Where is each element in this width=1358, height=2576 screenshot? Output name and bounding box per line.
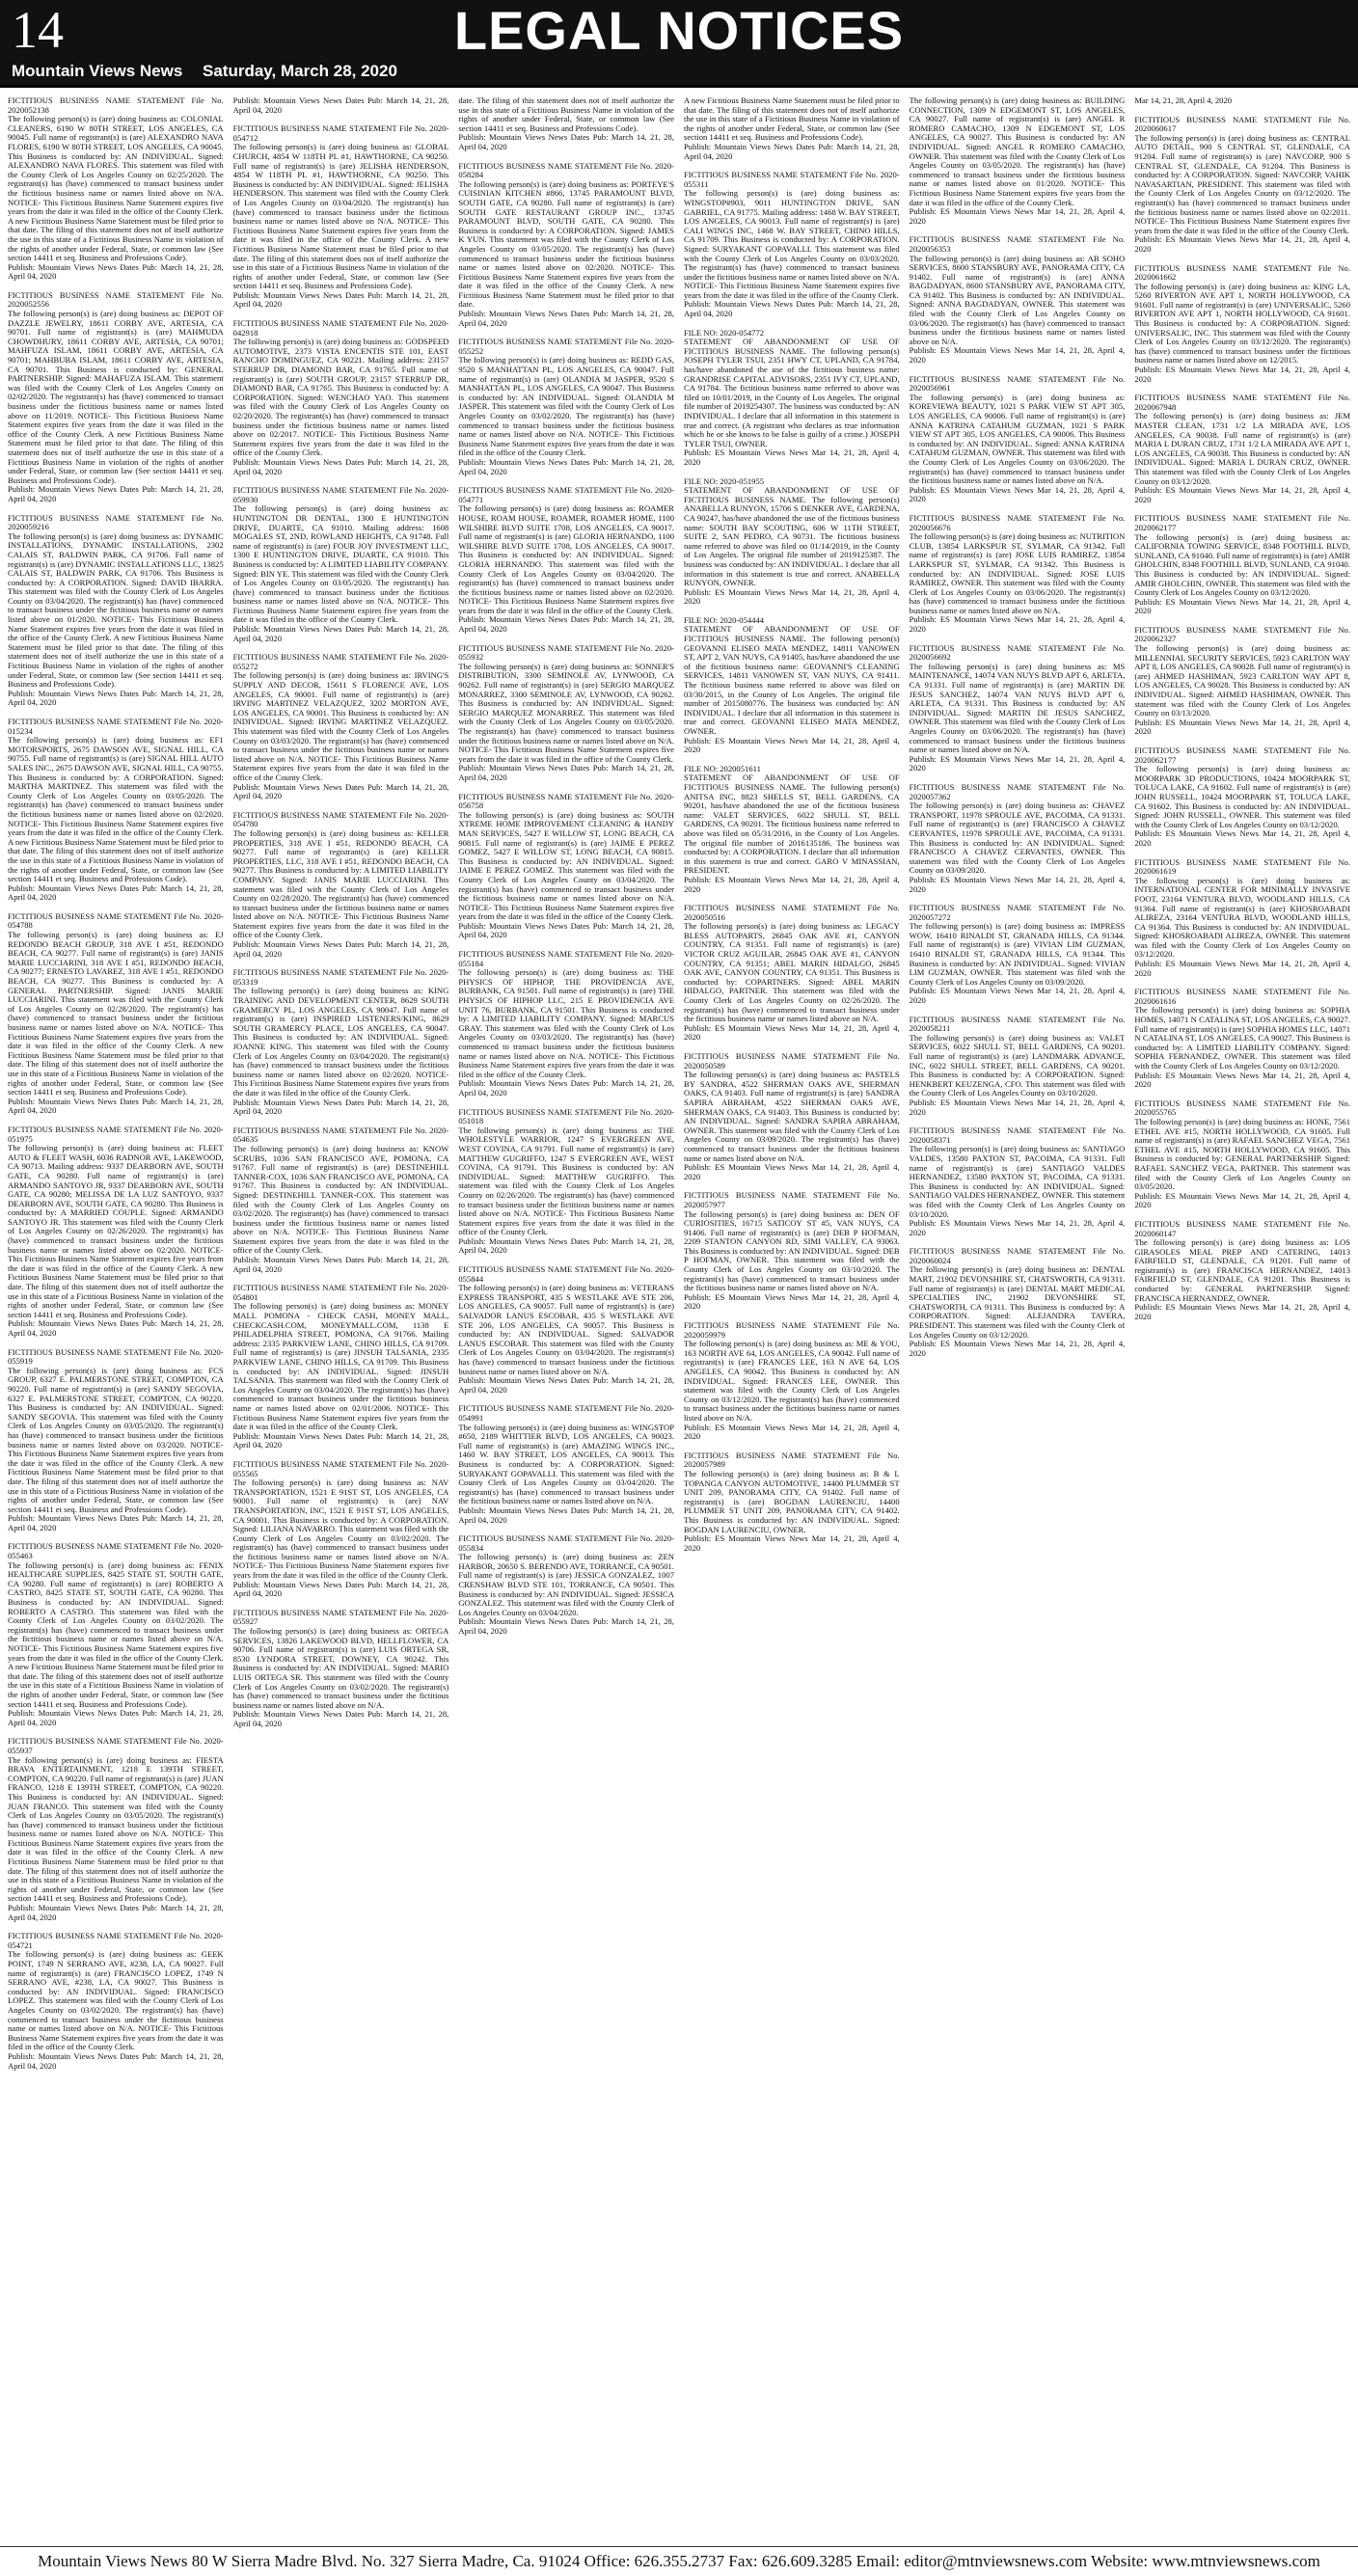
notice-head: FICTITIOUS BUSINESS NAME STATEMENT File No. 2020-056758 (458, 791, 674, 811)
notice-body: The following person(s) is (are) doing business as: ZEN HARBOR, 20650 S. BERENDO AVE, TORRANCE, CA 90501. Full name of registrant(s) is (are) JESSICA GONZALEZ, 1007 CRENSHAW BLVD STE 101, TORRANCE, CA 90501. This Business is conducted by: AN INDIVIDUAL. Signed: JESSICA GONZALEZ. This statement was filed with the County Clerk of Los Angeles County on 03/04/2020. (458, 1552, 674, 1617)
notice-body: The following person(s) is (are) doing business as: MOORPARK 3D PRODUCTIONS, 10424 MOORPARK ST, TOLUCA LAKE, CA 91602. Full name of registrant(s) is (are) JOHN RUSSELL, 10424 MOORPARK ST, TOLUCA LAKE, CA 91602. This Business is conducted by: AN INDIVIDUAL. Signed: JOHN RUSSELL, OWNER. This statement was filed with the County Clerk of Los Angeles County on 03/12/2020. (1134, 764, 1350, 829)
legal-notice (910, 1247, 1126, 1358)
notice-head: FILE NO: 2020051611 (684, 763, 761, 773)
notice-pub: Publish: Mountain Views News Dates Pub: March 14, 21, 28, April 04, 2020 (458, 1375, 674, 1395)
notice-pub: Publish: ES Mountain Views News Mar 14, 21, 28, April 4, 2020 (909, 1218, 1126, 1237)
notice-pub: Publish: Mountain Views News Dates Pub: March 14, 21, 28, April 04, 2020 (232, 1097, 449, 1117)
notice-body: STATEMENT OF ABANDONMENT OF USE OF FICTITIOUS BUSINESS NAME. The following person(s) JOSEPH TYLER TSUI, 2351 HWY CT, UPLAND, CA 91784, has/have abandoned the use of the fictitious business name: GRANDRISE CAPITAL ADVISORS, 2351 IVY CT, UPLAND, CA 91784. The fictitious business name referred to above was filed on 10/01/2019, in the County of Los Angeles. The original file number of 2019254307. The business was conducted by: AN INDIVIDUAL. I declare that all information in this statement is true and correct. (A registrant who declares as true information which he or she knows to be false is guilty of a crime.) JOSEPH TYLER TSUI, OWNER. (684, 337, 900, 448)
legal-notice (233, 1609, 449, 1729)
notice-pub: Publish: Mountain Views News Dates Pub: March 14, 21, 28, April 04, 2020 (232, 1709, 449, 1728)
notice-body: The following person(s) is (are) doing business as: INTERNATIONAL CENTER FOR MINIMALLY INVASIVE FOOT, 23164 VENTURA BLVD, WOODLAND HILLS, CA 91364. Full name of registrant(s) is (are) KHOSROABADI ALIREZA, 23164 VENTURA BLVD, WOODLAND HILLS, CA 91364. This Business is conducted by: AN INDIVIDUAL. Signed: KHOSROABADI ALIREZA, OWNER. This statement was filed with the County Clerk of Los Angeles County on 03/12/2020. (1134, 875, 1350, 960)
legal-notice (8, 912, 224, 1116)
legal-notice (684, 171, 900, 319)
notice-head: FICTITIOUS BUSINESS NAME STATEMENT File No. 2020056676 (909, 512, 1126, 532)
notice-pub: Publish: ES Mountain Views News Mar 14, 21, 28, April 4, 2020 (684, 1162, 900, 1181)
legal-notice (8, 1542, 224, 1727)
notice-pub: Publish: Mountain Views News Dates Pub: March 14, 21, 28, April 04, 2020 (458, 456, 674, 476)
notice-body: The following person(s) is (are) doing business as: GEEK POINT, 1749 N SERRANO AVE, #238, LA, CA 90027. Full name of registrant(s) is (are) FRANCISCO LOPEZ, 1749 N SERRANO AVE, #238, LA, CA 90027. This Business is conducted by: AN INDIVIDUAL. Signed: FRANCISCO LOPEZ. This statement was filed with the County Clerk of Los Angeles County on 03/02/2020. The registrant(s) has (have) commenced to transact business under the fictitious business name or names listed above on N/A. NOTICE- This Fictitious Business Name Statement expires five years from the date it was filed in the office of the County Clerk. (8, 1949, 224, 2052)
notice-pub: Publish: Mountain Views News Dates Pub: March 14, 21, 28, April 04, 2020 (232, 456, 449, 476)
legal-notice (1134, 988, 1350, 1090)
legal-notice (910, 644, 1126, 773)
notice-body: The following person(s) is (are) doing business as: B & L TOPANGA CANYON AUTOMOTIVE, 14400 PLUMMER ST UNIT 209, PANORAMA CITY, CA 91402. Full name of registrant(s) is (are) BOGDAN LAURENCIU, 14400 PLUMMER ST UNIT 209, PANORAMA CITY, CA 91402. This Business is conducted by: AN INDIVIDUAL. Signed: BOGDAN LAURENCIU, OWNER. (684, 1468, 900, 1534)
notice-body: STATEMENT OF ABANDONMENT OF USE OF FICTITIOUS BUSINESS NAME. The following person(s) ANABELLA RUNYON, 15706 S DENKER AVE, GARDENA, CA 90247, has/have abandoned the use of the fictitious business name: SOUTH BAY SCOUTING, 606 W 11TH STREET, SUITE 2, SAN PEDRO, CA 90731. The fictitious business name referred to above was filed on 01/14/2019, in the County of Los Angeles. The original file number of 2019125387. The business was conducted by: AN INDIVIDUAL. I declare that all information in this statement is true and correct. ANABELLA RUNYON, OWNER. (684, 485, 900, 588)
legal-notice (8, 1348, 224, 1533)
notice-pub: Publish: Mountain Views News Dates Pub: March 14, 21, 28, April 04, 2020 (232, 96, 449, 115)
legal-notice (233, 811, 449, 960)
legal-notice (233, 968, 449, 1117)
notice-body: The following person(s) is (are) doing business as: PORTEYE'S CUISINIAN KITCHEN #866, 13745 PARAMOUNT BLVD, SOUTH GATE, CA 90280. Full name of registrant(s) is (are) SOUTH GATE RESTAURANT GROUP INC., 13745 PARAMOUNT BLVD, SOUTH GATE, CA 90280. This Business is conducted by: A CORPORATION. Signed: JAMES K YUN. This statement was filed with the County Clerk of Los Angeles County on 03/05/2020. The registrant(s) has (have) commenced to transact business under the fictitious business name or names listed above on 02/2020. NOTICE- This Fictitious Business Name Statement expires five years from the date it was filed in the office of the County Clerk. A new Fictitious Business Name Statement must be filed prior to that date. (458, 178, 674, 310)
notice-pub: Publish: ES Mountain Views News Mar 14, 21, 28, April 4, 2020 (1134, 485, 1350, 504)
notice-head: FICTITIOUS BUSINESS NAME STATEMENT File No. 2020060617 (1134, 114, 1350, 134)
legal-notice (684, 1321, 900, 1442)
notice-pub: Publish: Mountain Views News Dates Pub: March 14, 21, 28, April 04, 2020 (458, 920, 674, 940)
notice-pub: Publish: ES Mountain Views News Mar 14, 21, 28, April 4, 2020 (684, 1533, 900, 1553)
column-3 (458, 96, 674, 2538)
notice-body: The following person(s) is (are) doing business as: SANTIAGO VALDES, 13580 PAXTON ST, PACOIMA, CA 91331. Full name of registrant(s) is (are) SANTIAGO VALDES HERNANDEZ, 13580 PAXTON ST, PACOIMA, CA 91331. This Business is conducted by: AN INDIVIDUAL. Signed: SANTIAGO VALDES HERNANDEZ, OWNER. This statement was filed with the County Clerk of Los Angeles County on 03/10/2020. (909, 1144, 1126, 1219)
notice-body: The following person(s) is (are) doing business as: VETERANS EXPRESS TRANSPORT, 435 S WESTLAKE AVE STE 206, LOS ANGELES, CA 90057. Full name of registrant(s) is (are) SALVADOR LANUS ESCOBAR, 435 S WESTLAKE AVE STE 206, LOS ANGELES, CA 90057. This Business is conducted by: AN INDIVIDUAL. Signed: SALVADOR LANUS ESCOBAR. This statement was filed with the County Clerk of Los Angeles County on 03/04/2020. The registrant(s) has (have) commenced to transact business under the fictitious business name or names listed above on N/A. (458, 1283, 674, 1376)
notice-body: The following person(s) is (are) doing business as: NAV TRANSPORTATION, 1521 E 91ST ST, LOS ANGELES, CA 90001. Full name of registrant(s) is (are) NAV TRANSPORTATION, INC, 1521 E 91ST ST, LOS ANGELES, CA 90001. This Business is conducted by: A CORPORATION. Signed: LILIANA NAVARRO. This statement was filed with the County Clerk of Los Angeles County on 03/02/2020. The registrant(s) has (have) commenced to transact business under the fictitious business name or names listed above on N/A. NOTICE- This Fictitious Business Name Statement expires five years from the date it was filed in the office of the County Clerk. (232, 1478, 449, 1581)
notice-pub: Publish: Mountain Views News Dates Pub: March 14, 21, 28, April 04, 2020 (232, 289, 449, 310)
notice-body: The following person(s) is (are) doing business as: EF1 MOTORSPORTS, 2675 DAWSON AVE, SIGNAL HILL, CA 90755. Full name of registrant(s) is (are) SIGNAL HILL AUTO SALES INC., 2675 DAWSON AVE, SIGNAL HILL, CA 90755. This Business is conducted by: A CORPORATION. Signed: MARTHA MARTINEZ. This statement was filed with the County Clerk of Los Angeles County on 03/05/2020. The registrant(s) has (have) commenced to transact business under the fictitious business name or names listed above on 02/2020. NOTICE- This Fictitious Business Name Statement expires five years from the date it was filed in the office of the County Clerk. A new Fictitious Business Name Statement must be filed prior to that date. The filing of this statement does not of itself authorize the use in this state of a Fictitious Business Name in violation of the rights of another under Federal, State, or common law (See section 14411 et seq. Business and Professions Code). (8, 735, 224, 884)
notice-pub: Publish: Mountain Views News Dates Pub: March 14, 21, 28, April 04, 2020 (458, 763, 674, 782)
paper-name: Mountain Views News (12, 62, 183, 80)
legal-notice (910, 904, 1126, 1006)
legal-notice (233, 124, 449, 310)
notice-head: FICTITIOUS BUSINESS NAME STATEMENT File No. 2020-058284 (458, 160, 674, 180)
notice-body: The following person(s) is (are) doing business as: NUTRITION CLUB, 13854 LARKSPUR ST, SYLMAR, CA 91342. Full name of registrant(s) is (are) JOSE LUIS RAMIREZ, 13854 LARKSPUR ST, SYLMAR, CA 91342. This Business is conducted by: AN INDIVIDUAL. Signed: JOSE LUIS RAMIREZ, OWNER. This statement was filed with the County Clerk of Los Angeles County on 03/06/2020. The registrant(s) has (have) commenced to transact business under the fictitious business name or names listed above on N/A. (909, 531, 1126, 615)
notice-body: The following person(s) is (are) doing business as: FIESTA BRAVA ENTERTAINMENT, 1218 E 139TH STREET, COMPTON, CA 90220. Full name of registrant(s) is (are) JUAN FRANCO, 1218 E 139TH STREET, COMPTON, CA 90220. This Business is conducted by: AN INDIVIDUAL. Signed: JUAN FRANCO. This statement was filed with the County Clerk of Los Angeles County on 03/05/2020. The registrant(s) has (have) commenced to transact business under the fictitious business name or names listed above on N/A. NOTICE- This Fictitious Business Name Statement expires five years from the date it was filed in the office of the County Clerk. A new Fictitious Business Name Statement must be filed prior to that date. The filing of this statement does not of itself authorize the use in this state of a Fictitious Business Name in violation of the rights of another under Federal, State, or common law (See section 14411 et seq. Business and Professions Code). (8, 1754, 224, 1904)
legal-notice (8, 1737, 224, 1922)
notice-body: A new Fictitious Business Name Statement must be filed prior to that date. The filing of this statement does not of itself authorize the use in this state of a Fictitious Business Name in violation of the rights of another under Federal, State, or common law (See section 14411 et seq. Business and Professions Code). (684, 96, 900, 143)
notice-head: FICTITIOUS BUSINESS NAME STATEMENT File No. 2020055765 (1134, 1098, 1350, 1118)
notice-pub: Publish: ES Mountain Views News Mar 14, 21, 28, April 4, 2020 (1134, 828, 1350, 848)
notice-body: The following person(s) is (are) doing business as: WINGSTOP #650, 2189 WHITTIER BLVD, LOS ANGELES, CA 90023. Full name of registrant(s) is (are) AMAZING WINGS INC., 1460 W. BAY STREET, LOS ANGELES, CA 90013. This Business is conducted by: A CORPORATION. Signed: SURYAKANT GOPAVALLI. This statement was filed with the County Clerk of Los Angeles County on 03/04/2020. The registrant(s) has (have) commenced to transact business under the fictitious business name or names listed above on N/A. (458, 1422, 674, 1506)
notice-body: The following person(s) is (are) doing business as: MS MAINTENANCE, 14074 VAN NUYS BLVD APT 6, ARLETA, CA 91331. Full name of registrant(s) is (are) MARTIN DE JESUS SANCHEZ, 14074 VAN NUYS BLVD APT 6, ARLETA, CA 91331. This Business is conducted by: AN INDIVIDUAL. Signed: MARTIN DE JESUS SANCHEZ, OWNER. This statement was filed with the County Clerk of Los Angeles County on 03/06/2020. The registrant(s) has (have) commenced to transact business under the fictitious business name or names listed above on N/A. (909, 661, 1126, 755)
legal-notice (233, 653, 449, 801)
notice-body: The following person(s) is (are) doing business as: FCS GROUP, 6327 E. PALMERSTONE STREET, COMPTON, CA 90220. Full name of registrant(s) is (are) SANDY SEGOVIA, 6327 E. PALMERSTONE STREET, COMPTON, CA 90220. This Business is conducted by: AN INDIVIDUAL. Signed: SANDY SEGOVIA. This statement was filed with the County Clerk of Los Angeles County on 03/05/2020. The registrant(s) has (have) commenced to transact business under the fictitious business name or names listed above on 03/2020. NOTICE- This Fictitious Business Name Statement expires five years from the date it was filed in the office of the County Clerk. A new Fictitious Business Name Statement must be filed prior to that date. The filing of this statement does not of itself authorize the use in this state of a Fictitious Business Name in violation of the rights of another under Federal, State, or common law (See section 14411 et seq. Business and Professions Code). (8, 1365, 224, 1514)
notice-head: FICTITIOUS BUSINESS NAME STATEMENT File No. 2020057272 (909, 903, 1126, 922)
masthead-subline (12, 62, 413, 81)
notice-body: The following person(s) is (are) doing business as: DENTAL MART, 21902 DEVONSHIRE ST, CHATSWORTH, CA 91311. Full name of registrant(s) is (are) DENTAL MART MEDICAL SPECIALTIES INC, 21902 DEVONSHIRE ST, CHATSWORTH, CA 91311. This Business is conducted by: A CORPORATION. Signed: ALEJANDRA TAVERA, PRESIDENT. This statement was filed with the County Clerk of Los Angeles County on 03/12/2020. (909, 1264, 1126, 1340)
legal-notice (684, 904, 900, 1043)
notice-pub: Publish: Mountain Views News Dates Pub: March 14, 21, 28, April 04, 2020 (8, 2050, 224, 2071)
notice-head: FICTITIOUS BUSINESS NAME STATEMENT File No. 2020056961 (909, 373, 1126, 393)
legal-notice (458, 338, 674, 476)
notice-head: FICTITIOUS BUSINESS NAME STATEMENT File No. 2020-054801 (232, 1283, 449, 1302)
notice-pub: Publish: Mountain Views News Dates Pub: March 14, 21, 28, April 04, 2020 (232, 624, 449, 643)
notice-body: The following person(s) is (are) doing business as: BUILDING CONNECTION, 1309 N EDGEMONT ST, LOS ANGELES, CA 90027. Full name of registrant(s) is (are) ANGEL R ROMERO CAMACHO, 1309 N EDGEMONT ST, LOS ANGELES, CA 90027. This Business is conducted by: AN INDIVIDUAL. Signed: ANGEL R ROMERO CAMACHO, OWNER. This statement was filed with the County Clerk of Los Angeles County on 03/05/2020. The registrant(s) has (have) commenced to transact business under the fictitious business name or names listed above on 01/2020. NOTICE- This Fictitious Business Name Statement expires five years from the date it was filed in the office of the County Clerk. (909, 96, 1126, 207)
notice-body: The following person(s) is (are) doing business as: FLEET AUTO & FLEET WASH, 6036 RADNOR AVE, LAKEWOOD, CA 90713. Mailing address: 9337 DEARBORN AVE, SOUTH GATE, CA 90280. Full name of registrant(s) is (are) ARMANDO SANTOYO JR, 9337 DEARBORN AVE, SOUTH GATE, CA 90280; MELISSA DE LA LUZ SANTOYO, 9337 DEARBORN AVE, SOUTH GATE, CA 90280. This Business is conducted by: A MARRIED COUPLE. Signed: ARMANDO SANTOYO JR. This statement was filed with the County Clerk of Los Angeles County on 02/26/2020. The registrant(s) has (have) commenced to transact business under the fictitious business name or names listed above on 02/2020. NOTICE- This Fictitious Business Name Statement expires five years from the date it was filed in the office of the County Clerk. A new Fictitious Business Name Statement must be filed prior to that date. The filing of this statement does not of itself authorize the use in this state of a Fictitious Business Name in violation of the rights of another under Federal, State, or common law (See section 14411 et seq. Business and Professions Code). (8, 1143, 224, 1319)
notice-pub: Publish: Mountain Views News Dates Pub: March 14, 21, 28, April 04, 2020 (232, 939, 449, 959)
notice-pub: Publish: ES Mountain Views News Mar 14, 21, 28, April 4, 2020 (909, 484, 1126, 504)
notice-body: The following person(s) is (are) doing business as: LEGACY BLESS AUTOPARTS, 26845 OAK AVE #1, CANYON COUNTRY, CA 91351. Full name of registrant(s) is (are) VICTOR CRUZ AGUILAR, 26845 OAK AVE #1, CANYON COUNTRY, CA 91351; ABEL MARIN HIDALGO, 26845 OAK AVE, CANYON COUNTRY, CA 91351. This Business is conducted by: COPARTNERS. Signed: ABEL MARIN HIDALGO, PARTNER. This statement was filed with the County Clerk of Los Angeles County on 02/26/2020. The registrant(s) has (have) commenced to transact business under the fictitious business name or names listed above on N/A. (684, 921, 900, 1024)
legal-notice (684, 1052, 900, 1181)
notice-head: FICTITIOUS BUSINESS NAME STATEMENT File No. 2020067948 (1134, 393, 1350, 412)
legal-notice (233, 1460, 449, 1599)
notice-head: FICTITIOUS BUSINESS NAME STATEMENT File No. 2020-055184 (458, 949, 674, 968)
notice-body: The following person(s) is (are) doing business as: SOPHIA HOMES, 14071 N CATALINA ST, LOS ANGELES, CA 90027. Full name of registrant(s) is (are) SOPHIA HOMES LLC, 14071 N CATALINA ST, LOS ANGELES, CA 90027. This Business is conducted by: A LIMITED LIABILITY COMPANY. Signed: SOPHIA FERNANDEZ, OWNER. This statement was filed with the County Clerk of Los Angeles County on 03/12/2020. (1134, 1005, 1350, 1071)
notice-pub: Publish: ES Mountain Views News Mar 14, 21, 28, April 4, 2020 (909, 345, 1126, 366)
notice-pub: Publish: Mountain Views News Dates Pub: March 14, 21, 28, April 04, 2020 (8, 882, 224, 903)
notice-columns (8, 96, 1350, 2538)
page-footer: Mountain Views News 80 W Sierra Madre Blvd. No. 327 Sierra Madre, Ca. 91024 Office: 626.355.2737 Fax: 626.609.3285 Email: editor@mtnviewsnews.com Website: www.mtnviewsnews.com (0, 2546, 1358, 2576)
column-5 (910, 96, 1126, 2538)
notice-pub: Publish: Mountain Views News Dates Pub: March 14, 21, 28, April 04, 2020 (232, 1430, 449, 1451)
notice-pub: Publish: ES Mountain Views News Mar 14, 21, 28, April 4, 2020 (909, 206, 1126, 226)
notice-pub: Publish: ES Mountain Views News Mar 14, 21, 28, April 4, 2020 (684, 1022, 900, 1043)
legal-notice (1134, 746, 1350, 849)
legal-notice (458, 644, 674, 783)
notice-pub: Publish: Mountain Views News Dates Pub: March 14, 21, 28, April 04, 2020 (458, 1505, 674, 1525)
notice-body: The following person(s) is (are) doing business as: VALET SERVICES, 6022 SHULL ST, BELL GARDENS, CA 90201. Full name of registrant(s) is (are) LANDMARK ADVANCE, INC, 6022 SHULL STREET, BELL GARDENS, CA 90201. This Business is conducted by: A CORPORATION. Signed: HENKBERT KEUZENGA, CFO. This statement was filed with the County Clerk of Los Angeles County on 03/10/2020. (909, 1032, 1126, 1098)
notice-head: FICTITIOUS BUSINESS NAME STATEMENT File No. 2020-054635 (232, 1125, 449, 1145)
notice-pub: Mar 14, 21, 28, April 4, 2020 (1134, 96, 1233, 105)
notice-body: The following person(s) is (are) doing business as: MILLENNIAL SECURITY SERVICES, 5923 CARLTON WAY APT 8, LOS ANGELES, CA 90028. Full name of registrant(s) is (are) AHMED HASHIMAN, 5923 CARLTON WAY APT 8, LOS ANGELES, CA 90028. This Business is conducted by: AN INDIVIDUAL. Signed: AHMED HASHIMAN, OWNER. This statement was filed with the County Clerk of Los Angeles County on 03/13/2020. (1134, 643, 1350, 719)
notice-body: The following person(s) is (are) doing business as: MONEY MALL POMONA - CHECK CASH, MONEY MALL, CHECKCASH.COM, MONEYMALL.COM, 1138 E PHILADELPHIA STREET, POMONA, CA 91766. Mailing address: 2335 PARKVIEW LANE, CHINO HILLS, CA 91709. Full name of registrant(s) is (are) JINSUH TALSANIA, 2335 PARKVIEW LANE, CHINO HILLS, CA 91709. This Business is conducted by: AN INDIVIDUAL. Signed: JINSUH TALSANIA. This statement was filed with the County Clerk of Los Angeles County on 03/04/2020. The registrant(s) has (have) commenced to transact business under the fictitious business name or names listed above on 02/01/2006. NOTICE- This Fictitious Business Name Statement expires five years from the date it was filed in the office of the County Clerk. (232, 1301, 449, 1432)
notice-body: The following person(s) is (are) doing business as: DEPOT OF DAZZLE JEWELRY, 18611 CORBY AVE, ARTESIA, CA 90701. Full name of registrant(s) is (are) MAHMUDA CHOWDHURY, 18611 CORBY AVE, ARTESIA, CA 90701; MAHFUZA ISLAM, 18611 CORBY AVE, ARTESIA, CA 90701; MAHBUBA ISLAM, 18611 CORBY AVE, ARTESIA, CA 90701. This Business is conducted by: GENERAL PARTNERSHIP. Signed: MAHAFUZA ISLAM. This statement was filed with the County Clerk of Los Angeles County on 02/02/2020. The registrant(s) has (have) commenced to transact business under the fictitious business name or names listed above on 11/2019. NOTICE- This Fictitious Business Name Statement expires five years from the date it was filed in the office of the County Clerk. A new Fictitious Business Name Statement must be filed prior to that date. The filing of this statement does not of itself authorize the use in this state of a Fictitious Business Name in violation of the rights of another under Federal, State, or common law (See section 14411 et seq. Business and Professions Code). (8, 309, 224, 485)
notice-head: FICTITIOUS BUSINESS NAME STATEMENT File No. 2020-054721 (8, 1931, 224, 1950)
legal-notice (1134, 264, 1350, 385)
notice-body: The following person(s) is (are) doing business as: IMPRESS WOW, 16410 RINALDI ST, GRANADA HILLS, CA 91344. Full name of registrant(s) is (are) VIVIAN LIM GUZMAN, 16410 RINALDI ST, GRANADA HILLS, CA 91344. This Business is conducted by: AN INDIVIDUAL. Signed: VIVIAN LIM GUZMAN, OWNER. This statement was filed with the County Clerk of Los Angeles County on 03/09/2020. (909, 921, 1126, 987)
notice-pub: Publish: ES Mountain Views News Mar 14, 21, 28, April 4, 2020 (909, 1097, 1126, 1117)
notice-body: The following person(s) is (are) doing business as: ROAMER HOUSE, ROAM HOUSE, ROAMER, ROAMER HOME, 1100 WILSHIRE BLVD SUITE 1708, LOS ANGELES, CA 90017. Full name of registrant(s) is (are) GLORIA HERNANDO, 1100 WILSHIRE BLVD SUITE 1708, LOS ANGELES, CA 90017. This Business is conducted by: AN INDIVIDUAL. Signed: GLORIA HERNANDO. This statement was filed with the County Clerk of Los Angeles County on 03/04/2020. The registrant(s) has (have) commenced to transact business under the fictitious business name or names listed above on 02/2020. NOTICE- This Fictitious Business Name Statement expires five years from the date it was filed in the office of the County Clerk. (458, 503, 674, 615)
notice-head: FICTITIOUS BUSINESS NAME STATEMENT File No. 2020057362 (909, 781, 1126, 801)
notice-pub: Publish: Mountain Views News Dates Pub: March 14, 21, 28, April 04, 2020 (684, 141, 900, 161)
notice-body: STATEMENT OF ABANDONMENT OF USE OF FICTITIOUS BUSINESS NAME. The following person(s) ANITSA INC, 8823 SHELLS ST, BELL GARDENS, CA 90201, has/have abandoned the use of the fictitious business name: VALET SERVICES, 6022 SHULL ST, BELL GARDENS, CA 90201. The fictitious business name referred to above was filed on 05/31/2016, in the County of Los Angeles. The original file number of 2016135186. The business was conducted by: A CORPORATION. I declare that all information in this statement is true and correct. GARO V MINASSIAN, PRESIDENT. (684, 773, 900, 876)
notice-pub: Publish: ES Mountain Views News Mar 14, 21, 28, April 4, 2020 (1134, 1070, 1350, 1090)
legal-notice (1134, 116, 1350, 255)
notice-head: FICTITIOUS BUSINESS NAME STATEMENT File No. 2020059979 (684, 1320, 900, 1340)
page-number: 14 (12, 1, 64, 59)
notice-pub: Publish: ES Mountain Views News Mar 14, 21, 28, April 4, 2020 (1134, 1302, 1350, 1321)
legal-notice (458, 162, 674, 329)
notice-pub: Publish: Mountain Views News Dates Pub: March 14, 21, 28, April 04, 2020 (8, 484, 224, 503)
notice-pub: Publish: Mountain Views News Dates Pub: March 14, 21, 28, April 04, 2020 (8, 1708, 224, 1727)
notice-pub: Publish: ES Mountain Views News Mar 14, 21, 28, April 4, 2020 (909, 986, 1126, 1006)
legal-notice (8, 718, 224, 903)
notice-head: FICTITIOUS BUSINESS NAME STATEMENT File No. 2020058371 (909, 1125, 1126, 1145)
notice-pub: Publish: Mountain Views News Dates Pub: March 14, 21, 28, April 04, 2020 (8, 1513, 224, 1532)
notice-head: FICTITIOUS BUSINESS NAME STATEMENT File No. 2020-051975 (8, 1124, 224, 1144)
notice-body: The following person(s) is (are) doing business as: KING LA, 5260 RIVERTON AVE APT 1, NORTH HOLLYWOOD, CA 91601. Full name of registrant(s) is (are) UNIVERSALIC, 5260 RIVERTON AVE APT 1, NORTH HOLLYWOOD, CA 91601. This Business is conducted by: A CORPORATION. Signed: UNIVERSALIC, INC. This statement was filed with the County Clerk of Los Angeles County on 03/12/2020. The registrant(s) has (have) commenced to transact business under the fictitious business name or names listed above on 12/2015. (1134, 281, 1350, 366)
notice-body: The following person(s) is (are) doing business as: DYNAMIC INSTALLATIONS, DYNAMIC INSTALLATIONS, 2302 CALAIS ST, BALDWIN PARK, CA 91706. Full name of registrant(s) is (are) DYNAMIC INSTALLATIONS LLC, 13825 CALAIS ST, BALDWIN PARK, CA 91706. This Business is conducted by: A CORPORATION. Signed: DAVID IBARRA. This statement was filed with the County Clerk of Los Angeles County on 03/04/2020. The registrant(s) has (have) commenced to transact business under the fictitious business name or names listed above on 01/2020. NOTICE- This Fictitious Business Name Statement expires five years from the date it was filed in the office of the County Clerk. A new Fictitious Business Name Statement must be filed prior to that date. The filing of this statement does not of itself authorize the use in this state of a Fictitious Business Name in violation of the rights of another under Federal, State, or common law (See section 14411 et seq. Business and Professions Code). (8, 530, 224, 690)
legal-notice (684, 616, 900, 755)
legal-notice (458, 1534, 674, 1637)
notice-head: FICTITIOUS BUSINESS NAME STATEMENT File No. 2020-055932 (458, 642, 674, 663)
notice-pub: Publish: Mountain Views News Dates Pub: March 14, 21, 28, April 04, 2020 (458, 132, 674, 151)
notice-body: The following person(s) is (are) doing business as: IRVING'S SUPPLY AND DECOR, 15611 S FLORENCE AVE, LOS ANGELES, CA 90001. Full name of registrant(s) is (are) IRVING MARTINEZ VELAZQUEZ, 3202 MORTON AVE, LOS ANGELES, CA 90001. This Business is conducted by: AN INDIVIDUAL. Signed: IRVING MARTINEZ VELAZQUEZ. This statement was filed with the County Clerk of Los Angeles County on 03/03/2020. The registrant(s) has (have) commenced to transact business under the fictitious business name or names listed above on N/A. NOTICE- This Fictitious Business Name Statement expires five years from the date it was filed in the office of the County Clerk. (232, 670, 449, 782)
legal-notice (684, 329, 900, 468)
notice-head: FICTITIOUS BUSINESS NAME STATEMENT File No. 2020-054788 (8, 910, 224, 931)
legal-notice (684, 477, 900, 607)
legal-notice (1134, 1220, 1350, 1322)
legal-notice (684, 1191, 900, 1312)
legal-notice (458, 950, 674, 1098)
notice-head: FICTITIOUS BUSINESS NAME STATEMENT File No. 2020-055565 (232, 1458, 449, 1478)
notice-body: The following person(s) is (are) doing business as: CALIFORNIA TOWING SERVICE, 8348 FOOTHILL BLVD, SUNLAND, CA 91040. Full name of registrant(s) is (are) AMIR GHOLCHIN, 8348 FOOTHILL BLVD, SUNLAND, CA 91040. This Business is conducted by: AN INDIVIDUAL. Signed: AMIR GHOLCHIN, OWNER. This statement was filed with the County Clerk of Los Angeles County on 03/12/2020. (1134, 531, 1350, 598)
legal-notice (910, 1126, 1126, 1237)
legal-notice (910, 514, 1126, 635)
notice-head: FICTITIOUS BUSINESS NAME STATEMENT File No. 2020-015234 (8, 717, 224, 736)
notice-head: FICTITIOUS BUSINESS NAME STATEMENT File No. 2020056692 (909, 642, 1126, 663)
notice-head: FILE NO: 2020-054444 (684, 614, 765, 625)
notice-head: FICTITIOUS BUSINESS NAME STATEMENT File No. 2020-051018 (458, 1106, 674, 1126)
notice-body: The following person(s) is (are) doing business as: DEN OF CURIOSITIES, 16715 SATICOY ST #5, VAN NUYS, CA 91406. Full name of registrant(s) is (are) DEB P HOFMAN, 2209 STANTON CANYON RD, SIMI VALLEY, CA 93063. This Business is conducted by: AN INDIVIDUAL. Signed: DEB P HOFMAN, OWNER. This statement was filed with the County Clerk of Los Angeles County on 03/10/2020. The registrant(s) has (have) commenced to transact business under the fictitious business name or names listed above on N/A. (684, 1208, 900, 1293)
notice-head: FICTITIOUS BUSINESS NAME STATEMENT File No. 2020-055252 (458, 337, 674, 356)
legal-notice (910, 375, 1126, 504)
notice-head: FICTITIOUS BUSINESS NAME STATEMENT File No. 2020062327 (1134, 624, 1350, 644)
legal-notice (8, 514, 224, 708)
notice-body: The following person(s) is (are) doing business as: KING TRAINING AND DEVELOPMENT CENTER, 8629 SOUTH GRAMERCY PL, LOS ANGELES, CA 90047. Full name of registrant(s) is (are) INSPIRED LISTENERS/KING, 8629 SOUTH GRAMERCY PLACE, LOS ANGELES, CA 90047. This Business is conducted by: AN INDIVIDUAL. Signed: JOANNE KING. This statement was filed with the County Clerk of Los Angeles County on 03/04/2020. The registrant(s) has (have) commenced to transact business under the fictitious business name or names listed above on 02/2020. NOTICE- This Fictitious Business Name Statement expires five years from the date it was filed in the office of the County Clerk. (232, 986, 449, 1098)
notice-body: The following person(s) is (are) doing business as: CHAVEZ TRANSPORT, 11978 SPROULE AVE, PACOIMA, CA 91331. Full name of registrant(s) is (are) FRANCISCO A CHAVEZ CERVANTES, 11978 SPROULE AVE, PACOIMA, CA 91331. This Business is conducted by: AN INDIVIDUAL. Signed: FRANCISCO A CHAVEZ CERVANTES, OWNER. This statement was filed with the County Clerk of Los Angeles County on 03/09/2020. (909, 800, 1126, 876)
notice-pub: Publish: ES Mountain Views News Mar 14, 21, 28, April 4, 2020 (1134, 1190, 1350, 1210)
notice-pub: Publish: Mountain Views News Dates Pub: March 14, 21, 28, April 04, 2020 (8, 1096, 224, 1116)
notice-head: FICTITIOUS BUSINESS NAME STATEMENT File No. 2020-055311 (684, 170, 900, 189)
masthead (0, 0, 1358, 85)
legal-notice (1134, 626, 1350, 737)
notice-head: FICTITIOUS BUSINESS NAME STATEMENT File No. 2020052138 (8, 96, 224, 115)
notice-pub: Publish: ES Mountain Views News Mar 14, 21, 28, April 4, 2020 (909, 874, 1126, 894)
notice-pub: Publish: ES Mountain Views News Mar 14, 21, 28, April 4, 2020 (684, 735, 900, 755)
notice-head: FILE NO: 2020-054772 (684, 327, 765, 338)
section-title: LEGAL NOTICES (453, 0, 905, 61)
notice-head: FICTITIOUS BUSINESS NAME STATEMENT File No. 2020-054771 (458, 485, 674, 504)
legal-notice (910, 96, 1126, 226)
column-6 (1134, 96, 1350, 2538)
legal-notice (233, 319, 449, 476)
legal-notice (8, 1932, 224, 2071)
notice-pub: Publish: ES Mountain Views News Mar 14, 21, 28, April 4, 2020 (909, 614, 1126, 635)
legal-notice (458, 1108, 674, 1257)
notice-pub: Publish: Mountain Views News Dates Pub: March 14, 21, 28, April 04, 2020 (458, 1078, 674, 1098)
notice-head: FICTITIOUS BUSINESS NAME STATEMENT File No. 2020052556 (8, 289, 224, 310)
column-4 (684, 96, 900, 2538)
notice-pub: Publish: Mountain Views News Dates Pub: March 14, 21, 28, April 04, 2020 (232, 1579, 449, 1599)
notice-pub: Publish: Mountain Views News Dates Pub: March 14, 21, 28, April 04, 2020 (8, 1318, 224, 1338)
notice-pub: Publish: ES Mountain Views News Mar 14, 21, 28, April 4, 2020 (684, 874, 900, 894)
notice-pub: Publish: ES Mountain Views News Mar 14, 21, 28, April 4, 2020 (1134, 234, 1350, 254)
legal-notice (458, 1265, 674, 1395)
notice-body: The following person(s) is (are) doing business as: THE PHYSICS OF HIPHOP, THE PROVIDENCIA AVE, BURBANK, CA 91501. Full name of registrant(s) is (are) THE PHYSICS OF HIPHOP LLC, 215 E PROVIDENCIA AVE UNIT 76, BURBANK, CA 91501. This Business is conducted by: A LIMITED LIABILITY COMPANY. Signed: MARCUS GRAY. This statement was filed with the County Clerk of Los Angeles County on 03/03/2020. The registrant(s) has (have) commenced to transact business under the fictitious business name or names listed above on N/A. NOTICE- This Fictitious Business Name Statement expires five years from the date it was filed in the office of the County Clerk. (458, 967, 674, 1079)
notice-pub: Publish: ES Mountain Views News Mar 14, 21, 28, April 4, 2020 (684, 586, 900, 607)
notice-head: FICTITIOUS BUSINESS NAME STATEMENT File No. 2020-059930 (232, 485, 449, 504)
notice-body: The following person(s) is (are) doing business as: KNOW SCRUBS, 1036 SAN FRANCISCO AVE, POMONA, CA 91767. Full name of registrant(s) is (are) DESTINEHILL TANNER-COX, 1036 SAN FRANCISCO AVE, POMONA, CA 91767. This Business is conducted by: AN INDIVIDUAL. Signed: DESTINEHILL TANNER-COX. This statement was filed with the County Clerk of Los Angeles County on 03/02/2020. The registrant(s) has (have) commenced to transact business under the fictitious business name or names listed above on N/A. NOTICE- This Fictitious Business Name Statement expires five years from the date it was filed in the office of the County Clerk. (232, 1143, 449, 1256)
legal-notice (1134, 96, 1350, 106)
legal-notice (684, 765, 900, 894)
notice-head: FICTITIOUS BUSINESS NAME STATEMENT File No. 2020-054991 (458, 1403, 674, 1423)
legal-notice (684, 96, 900, 161)
notice-head: FICTITIOUS BUSINESS NAME STATEMENT File No. 2020062177 (1134, 513, 1350, 532)
notice-head: FICTITIOUS BUSINESS NAME STATEMENT File No. 2020056353 (909, 234, 1126, 254)
notice-pub: Publish: Mountain Views News Dates Pub: March 14, 21, 28, April 04, 2020 (232, 781, 449, 801)
notice-body: The following person(s) is (are) doing business as: HONE, 7561 ETHEL AVE #15, NORTH HOLLYWOOD, CA 91605. Full name of registrant(s) is (are) RAFAEL SANCHEZ VEGA, 7561 ETHEL AVE #15, NORTH HOLLYWOOD, CA 91605. This Business is conducted by: GENERAL PARTNERSHIP. Signed: RAFAEL SANCHEZ VEGA, PARTNER. This statement was filed with the County Clerk of Los Angeles County on 03/05/2020. (1134, 1116, 1350, 1192)
notice-body: The following person(s) is (are) doing business as: GODSPEED AUTOMOTIVE, 2373 VISTA ENCENTIS STE 101, EAST RANCHO DOMINGUEZ, CA 90221. Mailing address: 23157 STERRUP DR, DIAMOND BAR, CA 91765. Full name of registrant(s) is (are) SOUTH GROUP, 23157 STERRUP DR, DIAMOND BAR, CA 91765. This Business is conducted by: A CORPORATION. Signed: WENCHAO YAO. This statement was filed with the County Clerk of Los Angeles County on 02/20/2020. The registrant(s) has (have) commenced to transact business under the fictitious business name or names listed above on 02/2017. NOTICE- This Fictitious Business Name Statement expires five years from the date it was filed in the office of the County Clerk. (232, 337, 449, 458)
notice-pub: Publish: Mountain Views News Dates Pub: March 14, 21, 28, April 04, 2020 (8, 1903, 224, 1922)
legal-notice (458, 1404, 674, 1525)
notice-head: FICTITIOUS BUSINESS NAME STATEMENT File No. 2020-055927 (232, 1607, 449, 1627)
notice-pub: Publish: ES Mountain Views News Mar 14, 21, 28, April 4, 2020 (684, 1291, 900, 1312)
notice-head: FICTITIOUS BUSINESS NAME STATEMENT File No. 2020-055937 (8, 1736, 224, 1755)
notice-pub: Publish: Mountain Views News Dates Pub: March 14, 21, 28, April 04, 2020 (8, 688, 224, 708)
legal-notice (233, 486, 449, 643)
notice-pub: Publish: Mountain Views News Dates Pub: March 14, 21, 28, April 04, 2020 (8, 261, 224, 282)
notice-body: The following person(s) is (are) doing business as: SONNER'S DISTRIBUTION, 3300 SEMINOLE AV, LYNWOOD, CA 90262. Full name of registrant(s) is (are) SERGIO MARQUEZ MONARREZ, 3300 SEMINOLE AV, LYNWOOD, CA 90262. This Business is conducted by: AN INDIVIDUAL. Signed: SERGIO MARQUEZ MONARREZ. This statement was filed with the County Clerk of Los Angeles County on 03/05/2020. The registrant(s) has (have) commenced to transact business under the fictitious business name or names listed above on N/A. NOTICE- This Fictitious Business Name Statement expires five years from the date it was filed in the office of the County Clerk. (458, 661, 674, 764)
notice-pub: Publish: Mountain Views News Dates Pub: March 14, 21, 28, April 04, 2020 (458, 1235, 674, 1256)
notice-body: The following person(s) is (are) doing business as: JEM MASTER CLEAN, 1731 1/2 LA MIRADA AVE, LOS ANGELES, CA 90038. Full name of registrant(s) is (are) MARIA L DURAN CRUZ, 1731 1/2 LA MIRADA AVE APT 1, LOS ANGELES, CA 90038. This Business is conducted by: AN INDIVIDUAL. Signed: MARIA L DURAN CRUZ, OWNER. This statement was filed with the County Clerk of Los Angeles County on 03/12/2020. (1134, 411, 1350, 486)
legal-notice (1134, 1099, 1350, 1210)
notice-head: FICTITIOUS BUSINESS NAME STATEMENT File No. 2020061616 (1134, 987, 1350, 1006)
column-2 (233, 96, 449, 2538)
notice-body: The following person(s) is (are) doing business as: COLONIAL CLEANERS, 6190 W 80TH STREET, LOS ANGELES, CA 90045. Full name of registrant(s) is (are) ALEXANDRO NAVA FLORES, 6190 W 80TH STREET, LOS ANGELES, CA 90045. This Business is conducted by: AN INDIVIDUAL. Signed: ALEXANDRO NAVA FLORES. This statement was filed with the County Clerk of Los Angeles County on 02/25/2020. The registrant(s) has (have) commenced to transact business under the fictitious business name or names listed above on N/A. NOTICE- This Fictitious Business Name Statement expires five years from the date it was filed in the office of the County Clerk. A new Fictitious Business Name Statement must be filed prior to that date. The filing of this statement does not of itself authorize the use in this state of a Fictitious Business Name in violation of the rights of another under Federal, State, or common law (See section 14411 et seq. Business and Professions Code). (8, 114, 224, 263)
notice-pub: Publish: ES Mountain Views News Mar 14, 21, 28, April 4, 2020 (684, 1422, 900, 1442)
notice-pub: Publish: Mountain Views News Dates Pub: March 14, 21, 28, April 04, 2020 (458, 309, 674, 328)
notice-head: FICTITIOUS BUSINESS NAME STATEMENT File No. 2020059216 (8, 512, 224, 532)
notice-pub: Publish: Mountain Views News Dates Pub: March 14, 21, 28, April 04, 2020 (232, 1255, 449, 1274)
notice-body: The following person(s) is (are) doing business as: FENIX HEALTHCARE SUPPLIES, 8425 STATE ST, SOUTH GATE, CA 90280. Full name of registrant(s) is (are) ROBERTO A CASTRO, 8425 STATE ST, SOUTH GATE, CA 90280. This Business is conducted by: AN INDIVIDUAL. Signed: ROBERTO A CASTRO. This statement was filed with the County Clerk of Los Angeles County on 03/02/2020. The registrant(s) has (have) commenced to transact business under the fictitious business name or names listed above on N/A. NOTICE- This Fictitious Business Name Statement expires five years from the date it was filed in the office of the County Clerk. A new Fictitious Business Name Statement must be filed prior to that date. The filing of this statement does not of itself authorize the use in this state of a Fictitious Business Name in violation of the rights of another under Federal, State, or common law (See section 14411 et seq. Business and Professions Code). (8, 1559, 224, 1709)
legal-notice (8, 1125, 224, 1339)
notice-head: FICTITIOUS BUSINESS NAME STATEMENT File No. 2020058211 (909, 1014, 1126, 1034)
notice-pub: Publish: ES Mountain Views News Mar 14, 21, 28, April 4, 2020 (1134, 365, 1350, 384)
notice-pub: Publish: Mountain Views News Dates Pub: March 14, 21, 28, April 04, 2020 (458, 1616, 674, 1637)
notice-head: FICTITIOUS BUSINESS NAME STATEMENT File No. 2020057977 (684, 1190, 900, 1209)
notice-body: The following person(s) is (are) doing business as: WINGSTOP#903, 9011 HUNTINGTON DRIVE, SAN GABRIEL, CA 91775. Mailing address: 1468 W. BAY STREET, LOS ANGELES, CA 90013. Full name of registrant(s) is (are) CALI WINGS INC, 1468 W. BAY STREET, CHINO HILLS, CA 91709. This Business is conducted by: A CORPORATION. Signed: SURYAKANT GOPAVALLI. This statement was filed with the County Clerk of Los Angeles County on 03/03/2020. The registrant(s) has (have) commenced to transact business under the fictitious business name or names listed above on N/A. NOTICE- This Fictitious Business Name Statement expires five years from the date it was filed in the office of the County Clerk. (684, 188, 900, 300)
notice-head: FICTITIOUS BUSINESS NAME STATEMENT File No. 2020-042918 (232, 318, 449, 338)
notice-head: FICTITIOUS BUSINESS NAME STATEMENT File No. 2020061619 (1134, 856, 1350, 877)
notice-body: The following person(s) is (are) doing business as: REDD GAS, 9520 S MANHATTAN PL, LOS ANGELES, CA 90047. Full name of registrant(s) is (are) OLANDIA M JASPER, 9520 S MANHATTAN PL, LOS ANGELES, CA 90047. This Business is conducted by: AN INDIVIDUAL. Signed: OLANDIA M JASPER. This statement was filed with the County Clerk of Los Angeles County on 03/02/2020. The registrant(s) has (have) commenced to transact business under the fictitious business name or names listed above on N/A. NOTICE- This Fictitious Business Name Statement expires five years from the date it was filed in the office of the County Clerk. (458, 355, 674, 458)
notice-head: FICTITIOUS BUSINESS NAME STATEMENT File No. 2020-054712 (232, 123, 449, 143)
legal-notice (8, 96, 224, 282)
notice-head: FICTITIOUS BUSINESS NAME STATEMENT File No. 2020050589 (684, 1051, 900, 1071)
notice-head: FICTITIOUS BUSINESS NAME STATEMENT File No. 2020-055919 (8, 1346, 224, 1367)
notice-head: FICTITIOUS BUSINESS NAME STATEMENT File No. 2020062177 (1134, 746, 1350, 765)
notice-pub: Publish: ES Mountain Views News Mar 14, 21, 28, April 4, 2020 (909, 753, 1126, 773)
legal-notice (910, 783, 1126, 894)
legal-notice (910, 235, 1126, 365)
notice-body: The following person(s) is (are) doing business as: CENTRAL AUTO DETAIL, 900 S CENTRAL ST, GLENDALE, CA 91204. Full name of registrant(s) is (are) NAVCORP, 900 S CENTRAL ST, GLENDALE, CA 91204. This Business is conducted by: A CORPORATION. Signed: NAVCORP, VAHIK NAVASARTIAN, PRESIDENT. This statement was filed with the County Clerk of Los Angeles County on 03/12/2020. The registrant(s) has (have) commenced to transact business under the fictitious business name or names listed above on 02/2011. NOTICE- This Fictitious Business Name Statement expires five years from the date it was filed in the office of the County Clerk. (1134, 132, 1350, 235)
notice-head: FILE NO: 2020-051955 (684, 475, 765, 486)
legal-notice (1134, 514, 1350, 616)
notice-head: FICTITIOUS BUSINESS NAME STATEMENT File No. 2020-055844 (458, 1264, 674, 1284)
legal-notice (458, 486, 674, 635)
notice-pub: Publish: ES Mountain Views News Mar 14, 21, 28, April 4, 2020 (1134, 596, 1350, 616)
notice-body: date. The filing of this statement does not of itself authorize the use in this state of a Fictitious Business Name in violation of the rights of another under Federal, State, or common law (See section 14411 et seq. Business and Professions Code). (458, 96, 674, 133)
notice-head: FICTITIOUS BUSINESS NAME STATEMENT File No. 2020-054780 (232, 809, 449, 829)
notice-head: FICTITIOUS BUSINESS NAME STATEMENT File No. 2020060147 (1134, 1218, 1350, 1238)
legal-notice (1134, 858, 1350, 979)
notice-body: The following person(s) is (are) doing business as: LOS GIRASOLES MEAL PREP AND CATERING, 14013 FAIRFIELD ST, GLENDALE, CA 91201. Full name of registrant(s) is (are) FRANCISCA HERNANDEZ, 14013 FAIRFIELD ST, GLENDALE, CA 91201. This Business is conducted by: GENERAL PARTNERSHIP. Signed: FRANCISCA HERNANDEZ, OWNER. (1134, 1237, 1350, 1303)
notice-body: The following person(s) is (are) doing business as: ORTEGA SERVICES, 13826 LAKEWOOD BLVD, HELLFLOWER, CA 90706. Full name of registrant(s) is (are) LUIS ORTEGA SR, 8530 LYNDORA STREET, DOWNEY, CA 90242. This Business is conducted by: AN INDIVIDUAL. Signed: MARIO LUIS ORTEGA SR. This statement was filed with the County Clerk of Los Angeles County on 03/02/2020. The registrant(s) has (have) commenced to transact business under the fictitious business name or names listed above on N/A. (232, 1626, 449, 1710)
notice-head: FICTITIOUS BUSINESS NAME STATEMENT File No. 2020057989 (684, 1450, 900, 1470)
masthead-rule (0, 85, 1358, 88)
notice-body: The following person(s) is (are) doing business as: GLOBAL CHURCH, 4854 W 118TH PL #1, HAWTHORNE, CA 90250. Full name of registrant(s) is (are) JELISHA HENDERSON, 4854 W 118TH PL #1, HAWTHORNE, CA 90250. This Business is conducted by: AN INDIVIDUAL. Signed: JELISHA HENDERSON. This statement was filed with the County Clerk of Los Angeles County on 03/04/2020. The registrant(s) has (have) commenced to transact business under the fictitious business name or names listed above on N/A. NOTICE- This Fictitious Business Name Statement expires five years from the date it was filed in the office of the County Clerk. A new Fictitious Business Name Statement must be filed prior to that date. The filing of this statement does not of itself authorize the use in this state of a Fictitious Business Name in violation of the rights of another under Federal, State, or common law (See section 14411 et seq. Business and Professions Code). (232, 142, 449, 291)
legal-notice (233, 1126, 449, 1275)
notice-head: FICTITIOUS BUSINESS NAME STATEMENT File No. 2020-053319 (232, 967, 449, 987)
notice-body: The following person(s) is (are) doing business as: PASTELS BY SANDRA, 4522 SHERMAN OAKS AVE, SHERMAN OAKS, CA 91403. Full name of registrant(s) is (are) SANDRA SAPIRA ABRAHAM, 4522 SHERMAN OAKS AVE, SHERMAN OAKS, CA 91403. This Business is conducted by: AN INDIVIDUAL. Signed: SANDRA SAPIRA ABRAHAM, OWNER. This statement was filed with the County Clerk of Los Angeles County on 03/09/2020. The registrant(s) has (have) commenced to transact business under the fictitious business name or names listed above on N/A. (684, 1070, 900, 1163)
notice-body: STATEMENT OF ABANDONMENT OF USE OF FICTITIOUS BUSINESS NAME. The following person(s) GEOVANNI ELISEO MATA MENDEZ, 14811 VANOWEN ST, APT 2, VAN NUYS, CA 91405, has/have abandoned the use of the fictitious business name: GEOVANNI'S CLEANING SERVICES, 14811 VANOWEN ST, VAN NUYS, CA 91411. The fictitious business name referred to above was filed on 03/30/2015, in the County of Los Angeles. The original file number of 2015080776. The business was conducted by: AN INDIVIDUAL. I declare that all information in this statement is true and correct. GEOVANNI ELISEO MATA MENDEZ, OWNER. (684, 624, 900, 736)
notice-head: FICTITIOUS BUSINESS NAME STATEMENT File No. 2020-055272 (232, 652, 449, 671)
legal-notice (458, 793, 674, 941)
notice-body: The following person(s) is (are) doing business as: ME & YOU, 163 NORTH AVE 64, LOS ANGELES, CA 90042. Full name of registrant(s) is (are) FRANCES LEE, 163 N AVE 64, LOS ANGELES, CA 90042. This Business is conducted by: AN INDIVIDUAL. Signed: FRANCES LEE, OWNER. This statement was filed with the County Clerk of Los Angeles County on 03/12/2020. The registrant(s) has (have) commenced to transact business under the fictitious business name or names listed above on N/A. (684, 1339, 900, 1423)
legal-notice (8, 291, 224, 504)
legal-notice (233, 1284, 449, 1451)
notice-pub: Publish: Mountain Views News Dates Pub: March 14, 21, 28, April 04, 2020 (458, 614, 674, 635)
legal-notice (458, 96, 674, 152)
notice-body: The following person(s) is (are) doing business as: EJ REDONDO BEACH GROUP, 318 AVE I #51, REDONDO BEACH, CA 90277. Full name of registrant(s) is (are) JANIS MARIE LUCCIARINI, 318 AVE I #51, REDONDO BEACH, CA 90277; ERNESTO LAVAREZ, 318 AVE I #51, REDONDO BEACH, CA 90277. This Business is conducted by: A GENERAL PARTNERSHIP. Signed: JANIS MARIE LUCCIARINI. This statement was filed with the County Clerk of Los Angeles County on 02/28/2020. The registrant(s) has (have) commenced to transact business under the fictitious business name or names listed above on N/A. NOTICE- This Fictitious Business Name Statement expires five years from the date it was filed in the office of the County Clerk. A new Fictitious Business Name Statement must be filed prior to that date. The filing of this statement does not of itself authorize the use in this state of a Fictitious Business Name in violation of the rights of another under Federal, State, or common law (See section 14411 et seq. Business and Professions Code). (8, 930, 224, 1098)
issue-date: Saturday, March 28, 2020 (203, 62, 397, 80)
column-1 (8, 96, 224, 2538)
notice-head: FICTITIOUS BUSINESS NAME STATEMENT File No. 2020-055463 (8, 1541, 224, 1561)
legal-notice (233, 96, 449, 115)
notice-head: FICTITIOUS BUSINESS NAME STATEMENT File No. 2020050516 (684, 903, 900, 922)
notice-body: The following person(s) is (are) doing business as: KELLER PROPERTIES, 318 AVE I #51, REDONDO BEACH, CA 90277. Full name of registrant(s) is (are) KELLER PROPERTIES, LLC, 318 AVE I #51, REDONDO BEACH, CA 90277. This Business is conducted by: A LIMITED LIABILITY COMPANY. Signed: JANIS MARIE LUCCIARINI. This statement was filed with the County Clerk of Los Angeles County on 02/28/2020. The registrant(s) has (have) commenced to transact business under the fictitious business name or names listed above on N/A. NOTICE- This Fictitious Business Name Statement expires five years from the date it was filed in the office of the County Clerk. (232, 827, 449, 940)
notice-head: FICTITIOUS BUSINESS NAME STATEMENT File No. 2020060024 (909, 1246, 1126, 1265)
notice-pub: Publish: ES Mountain Views News Mar 14, 21, 28, April 4, 2020 (1134, 959, 1350, 978)
notice-pub: Publish: ES Mountain Views News Mar 14, 21, 28, April 4, 2020 (1134, 717, 1350, 737)
notice-body: The following person(s) is (are) doing business as: KOREVIEWA BEAUTY, 1021 S PARK VIEW ST APT 305, LOS ANGELES, CA 90006. Full name of registrant(s) is (are) ANNA KATRINA CATAHUM GUZMAN, 1021 S PARK VIEW ST APT 305, LOS ANGELES, CA 90006. This Business is conducted by: AN INDIVIDUAL. Signed: ANNA KATRINA CATAHUM GUZMAN, OWNER. This statement was filed with the County Clerk of Los Angeles County on 03/06/2020. The registrant(s) has (have) commenced to transact business under the fictitious business name or names listed above on N/A. (909, 392, 1126, 486)
notice-body: The following person(s) is (are) doing business as: AB SOHO SERVICES, 8600 STANSBURY AVE, PANORAMA CITY, CA 91402. Full name of registrant(s) is (are) ANNA BAGDADYAN, 8600 STANSBURY AVE, PANORAMA CITY, CA 91402. This Business is conducted by: AN INDIVIDUAL. Signed: ANNA BAGDADYAN, OWNER. This statement was filed with the County Clerk of Los Angeles County on 03/06/2020. The registrant(s) has (have) commenced to transact business under the fictitious business name or names listed above on N/A. (909, 253, 1126, 346)
notice-body: The following person(s) is (are) doing business as: THE WHOLESTYLE WARRIOR, 1247 S EVERGREEN AVE, WEST COVINA, CA 91791. Full name of registrant(s) is (are) MATTHEW GUGRIFFO, 1247 S EVERGREEN AVE, WEST COVINA, CA 91791. This Business is conducted by: AN INDIVIDUAL. Signed: MATTHEW GUGRIFFO. This statement was filed with the County Clerk of Los Angeles County on 02/26/2020. The registrant(s) has (have) commenced to transact business under the fictitious business name or names listed above on N/A. NOTICE- This Fictitious Business Name Statement expires five years from the date it was filed in the office of the County Clerk. (458, 1125, 674, 1237)
notice-pub: Publish: ES Mountain Views News Mar 14, 21, 28, April 4, 2020 (909, 1339, 1126, 1358)
notice-head: FICTITIOUS BUSINESS NAME STATEMENT File No. 2020061662 (1134, 262, 1350, 283)
notice-body: The following person(s) is (are) doing business as: SOUTH XTREME HOME IMPROVEMENT CLEANING & HANDY MAN SERVICES, 5427 E WILLOW ST, LONG BEACH, CA 90815. Full name of registrant(s) is (are) JAIME E PEREZ GOMEZ, 5427 E WILLOW ST, LONG BEACH, CA 90815. This Business is conducted by: AN INDIVIDUAL. Signed: JAIME E PEREZ GOMEZ. This statement was filed with the County Clerk of Los Angeles County on 03/04/2020. The registrant(s) has (have) commenced to transact business under the fictitious business name or names listed above on N/A. NOTICE- This Fictitious Business Name Statement expires five years from the date it was filed in the office of the County Clerk. (458, 809, 674, 922)
legal-notice (910, 1016, 1126, 1118)
notice-pub: Publish: Mountain Views News Dates Pub: March 14, 21, 28, April 04, 2020 (684, 299, 900, 319)
notice-pub: Publish: ES Mountain Views News Mar 14, 21, 28, April 4, 2020 (684, 447, 900, 467)
legal-notice (1134, 393, 1350, 504)
legal-notice (684, 1451, 900, 1554)
notice-body: The following person(s) is (are) doing business as: HUNTINGTON DR DENTAL, 1300 E HUNTINGTON DRIVE, DUARTE, CA 91010. Mailing address: 1608 MOGALES ST, 2ND, ROWLAND HEIGHTS, CA 91748. Full name of registrant(s) is (are) FOUR JOY INVESTMENT LLC, 1300 E HUNTINGTON DRIVE, DUARTE, CA 91010. This Business is conducted by: A LIMITED LIABILITY COMPANY. Signed: BIN YE. This statement was filed with the County Clerk of Los Angeles County on 03/05/2020. The registrant(s) has (have) commenced to transact business under the fictitious business name or names listed above on N/A. NOTICE- This Fictitious Business Name Statement expires five years from the date it was filed in the office of the County Clerk. (232, 503, 449, 625)
notice-head: FICTITIOUS BUSINESS NAME STATEMENT File No. 2020-055834 (458, 1533, 674, 1553)
